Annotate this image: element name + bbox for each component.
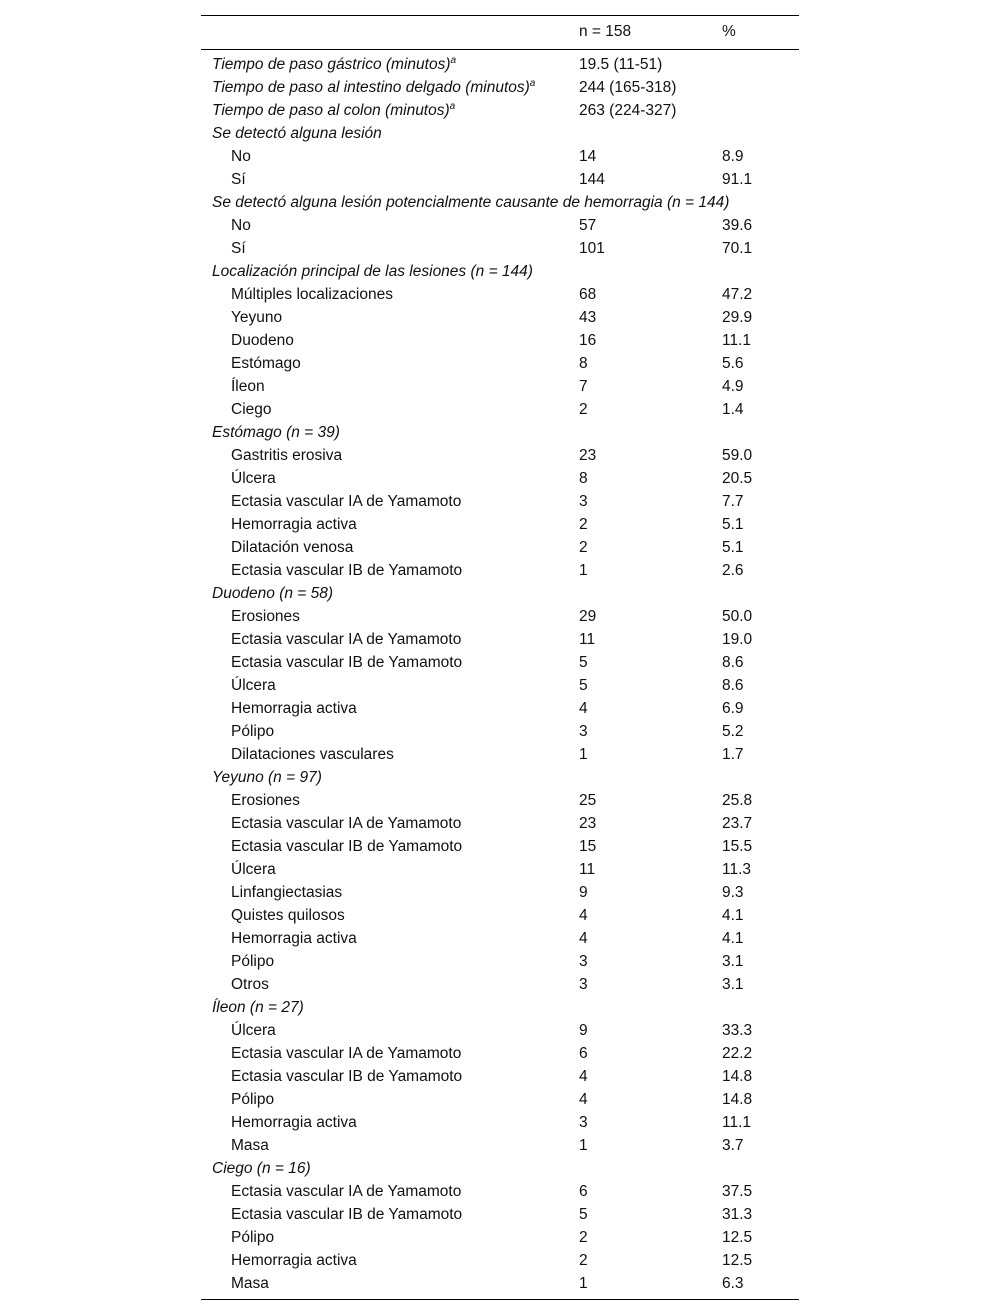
n-value-cell xyxy=(579,582,722,605)
table-row xyxy=(201,352,799,375)
row-label-cell xyxy=(201,720,579,743)
table-row xyxy=(201,1111,799,1134)
row-label: Ectasia vascular IB de Yamamoto xyxy=(231,654,463,671)
header-label-column xyxy=(201,16,579,50)
percent-value-cell: 70.1 xyxy=(722,240,753,257)
n-value-cell: 1 xyxy=(579,1275,588,1292)
percent-value-cell: 1.7 xyxy=(722,746,744,763)
row-label-cell xyxy=(201,559,579,582)
section-row xyxy=(201,99,799,122)
row-label: Ectasia vascular IA de Yamamoto xyxy=(231,1183,462,1200)
percent-value-cell: 11.1 xyxy=(722,332,752,349)
percent-value-cell xyxy=(722,122,799,145)
row-label: Localización principal de las lesiones (n = 144) xyxy=(212,263,533,280)
row-label-cell xyxy=(201,651,579,674)
percent-value-cell: 91.1 xyxy=(722,171,753,188)
n-value-cell: 15 xyxy=(579,838,597,855)
n-value-cell: 2 xyxy=(579,539,588,556)
table-row xyxy=(201,674,799,697)
header-percent-column: % xyxy=(722,22,736,40)
n-value-cell: 11 xyxy=(579,631,596,648)
percent-value-cell: 4.1 xyxy=(722,930,744,947)
section-row xyxy=(201,582,799,605)
row-label: Se detectó alguna lesión potencialmente causante de hemorragia (n = 144) xyxy=(212,194,730,211)
row-label: Erosiones xyxy=(231,792,300,809)
n-value-cell: 29 xyxy=(579,608,597,625)
percent-value-cell: 12.5 xyxy=(722,1229,753,1246)
percent-value-cell xyxy=(722,50,799,77)
section-row xyxy=(201,996,799,1019)
section-row xyxy=(201,421,799,444)
n-value-cell: 16 xyxy=(579,332,597,349)
row-label-cell xyxy=(201,513,579,536)
row-label: Estómago xyxy=(231,355,301,372)
percent-value-cell: 37.5 xyxy=(722,1183,753,1200)
n-value-cell: 9 xyxy=(579,884,588,901)
percent-value-cell: 9.3 xyxy=(722,884,744,901)
table-row xyxy=(201,1088,799,1111)
n-value-cell: 144 xyxy=(579,171,605,188)
row-label: Se detectó alguna lesión xyxy=(212,125,382,142)
n-value-cell: 2 xyxy=(579,516,588,533)
percent-value-cell: 4.9 xyxy=(722,378,744,395)
row-label: Yeyuno xyxy=(231,309,283,326)
percent-value-cell: 6.9 xyxy=(722,700,744,717)
n-value-cell: 3 xyxy=(579,1114,588,1131)
percent-value-cell: 47.2 xyxy=(722,286,753,303)
row-label: Sí xyxy=(231,240,246,257)
percent-value-cell: 7.7 xyxy=(722,493,744,510)
row-label: Gastritis erosiva xyxy=(231,447,343,464)
section-label-cell xyxy=(201,122,579,145)
row-label: Duodeno (n = 58) xyxy=(212,585,334,602)
n-value-cell: 8 xyxy=(579,355,588,372)
table-row xyxy=(201,237,799,260)
row-label: Ciego (n = 16) xyxy=(212,1160,311,1177)
n-value-cell xyxy=(579,1157,722,1180)
row-label-cell xyxy=(201,812,579,835)
percent-value-cell: 23.7 xyxy=(722,815,753,832)
table-row xyxy=(201,605,799,628)
row-label: Ectasia vascular IB de Yamamoto xyxy=(231,1206,463,1223)
table-bottom-rule xyxy=(201,1299,799,1300)
row-label-cell xyxy=(201,605,579,628)
table-row xyxy=(201,1134,799,1157)
row-label-cell xyxy=(201,467,579,490)
table-row xyxy=(201,1019,799,1042)
percent-value-cell: 59.0 xyxy=(722,447,753,464)
table-row xyxy=(201,536,799,559)
row-label: Ectasia vascular IA de Yamamoto xyxy=(231,493,462,510)
n-value-cell: 23 xyxy=(579,815,597,832)
n-value-cell: 5 xyxy=(579,677,588,694)
results-table-container xyxy=(201,15,799,1300)
row-label: No xyxy=(231,217,251,234)
percent-value-cell: 3.1 xyxy=(722,953,744,970)
n-value-cell: 1 xyxy=(579,746,588,763)
percent-value-cell: 20.5 xyxy=(722,470,753,487)
row-label: Linfangiectasias xyxy=(231,884,343,901)
table-row xyxy=(201,329,799,352)
row-label: Ectasia vascular IA de Yamamoto xyxy=(231,815,462,832)
table-row xyxy=(201,927,799,950)
row-label-cell xyxy=(201,743,579,766)
n-value-cell: 25 xyxy=(579,792,597,809)
section-row xyxy=(201,766,799,789)
row-label: Hemorragia activa xyxy=(231,516,357,533)
percent-value-cell: 39.6 xyxy=(722,217,753,234)
percent-value-cell: 8.6 xyxy=(722,654,744,671)
percent-value-cell: 5.6 xyxy=(722,355,744,372)
row-label-cell xyxy=(201,1065,579,1088)
table-row xyxy=(201,651,799,674)
n-value-cell: 43 xyxy=(579,309,597,326)
row-label: Ectasia vascular IA de Yamamoto xyxy=(231,631,462,648)
n-value-cell: 68 xyxy=(579,286,597,303)
percent-value-cell: 22.2 xyxy=(722,1045,753,1062)
row-label-cell xyxy=(201,283,579,306)
results-table xyxy=(201,15,799,1299)
section-label-cell xyxy=(201,421,579,444)
table-body xyxy=(201,50,799,1300)
table-row xyxy=(201,1226,799,1249)
row-label: Hemorragia activa xyxy=(231,930,357,947)
section-label-cell xyxy=(201,996,579,1019)
row-label: Pólipo xyxy=(231,1091,275,1108)
n-value-cell xyxy=(579,122,722,145)
row-label: Ectasia vascular IB de Yamamoto xyxy=(231,562,463,579)
percent-value-cell xyxy=(722,260,799,283)
row-label-cell xyxy=(201,881,579,904)
n-value-cell: 3 xyxy=(579,493,588,510)
table-row xyxy=(201,168,799,191)
n-value-cell: 4 xyxy=(579,930,588,947)
percent-value-cell: 6.3 xyxy=(722,1275,744,1292)
table-row xyxy=(201,697,799,720)
n-value-cell: 6 xyxy=(579,1183,588,1200)
row-label: Dilatación venosa xyxy=(231,539,354,556)
row-label: Múltiples localizaciones xyxy=(231,286,393,303)
table-row xyxy=(201,214,799,237)
row-label: Pólipo xyxy=(231,723,275,740)
row-label-cell xyxy=(201,145,579,168)
row-label-cell xyxy=(201,950,579,973)
table-row xyxy=(201,858,799,881)
percent-value-cell: 3.7 xyxy=(722,1137,744,1154)
row-label: Erosiones xyxy=(231,608,300,625)
row-label-cell xyxy=(201,352,579,375)
n-value-cell: 11 xyxy=(579,861,596,878)
row-label-cell xyxy=(201,1111,579,1134)
row-label-cell xyxy=(201,1180,579,1203)
percent-value-cell xyxy=(722,996,799,1019)
table-row xyxy=(201,812,799,835)
percent-value-cell: 14.8 xyxy=(722,1068,753,1085)
row-label-cell xyxy=(201,1019,579,1042)
row-label-cell xyxy=(201,536,579,559)
n-value-cell: 57 xyxy=(579,217,597,234)
percent-value-cell xyxy=(722,76,799,99)
row-label: Yeyuno (n = 97) xyxy=(212,769,322,786)
n-value-cell: 4 xyxy=(579,1091,588,1108)
table-row xyxy=(201,1272,799,1299)
n-value-cell: 3 xyxy=(579,976,588,993)
row-label-cell xyxy=(201,927,579,950)
row-label: Duodeno xyxy=(231,332,294,349)
row-label: Hemorragia activa xyxy=(231,1114,357,1131)
table-row xyxy=(201,1203,799,1226)
table-row xyxy=(201,467,799,490)
row-label-cell xyxy=(201,168,579,191)
percent-value-cell: 25.8 xyxy=(722,792,753,809)
n-value-cell: 101 xyxy=(579,240,605,257)
percent-value-cell xyxy=(722,99,799,122)
row-label: No xyxy=(231,148,251,165)
footnote-marker: a xyxy=(529,78,536,89)
percent-value-cell: 3.1 xyxy=(722,976,744,993)
row-label-cell xyxy=(201,973,579,996)
percent-value-cell: 1.4 xyxy=(722,401,744,418)
footnote-marker: a xyxy=(449,101,456,112)
n-value-cell: 4 xyxy=(579,907,588,924)
row-label: Masa xyxy=(231,1275,269,1292)
row-label: Íleon xyxy=(231,378,265,395)
row-label: Hemorragia activa xyxy=(231,700,357,717)
table-row xyxy=(201,835,799,858)
n-value-cell: 1 xyxy=(579,562,588,579)
row-label-cell xyxy=(201,1249,579,1272)
row-label: Tiempo de paso al intestino delgado (minutos) xyxy=(212,79,530,96)
section-label-cell xyxy=(201,1157,579,1180)
row-label-cell xyxy=(201,789,579,812)
n-value-cell xyxy=(579,421,722,444)
row-label-cell xyxy=(201,214,579,237)
percent-value-cell: 5.1 xyxy=(722,539,744,556)
table-row xyxy=(201,950,799,973)
row-label: Ectasia vascular IA de Yamamoto xyxy=(231,1045,462,1062)
n-value-cell xyxy=(579,260,722,283)
table-row xyxy=(201,1042,799,1065)
section-label-cell xyxy=(201,582,579,605)
n-value-cell: 5 xyxy=(579,654,588,671)
header-row xyxy=(201,16,799,50)
n-value-cell: 7 xyxy=(579,378,588,395)
table-row xyxy=(201,628,799,651)
table-row xyxy=(201,743,799,766)
percent-value-cell: 2.6 xyxy=(722,562,744,579)
row-label-cell xyxy=(201,1042,579,1065)
percent-value-cell: 4.1 xyxy=(722,907,744,924)
table-row xyxy=(201,720,799,743)
row-label-cell xyxy=(201,398,579,421)
n-value-cell: 9 xyxy=(579,1022,588,1039)
table-row xyxy=(201,306,799,329)
table-row xyxy=(201,283,799,306)
percent-value-cell: 12.5 xyxy=(722,1252,753,1269)
row-label-cell xyxy=(201,444,579,467)
table-row xyxy=(201,513,799,536)
section-label-cell xyxy=(201,50,579,77)
percent-value-cell: 8.9 xyxy=(722,148,744,165)
row-label: Pólipo xyxy=(231,953,275,970)
footnote-marker: a xyxy=(450,55,457,66)
row-label-cell xyxy=(201,1203,579,1226)
row-label: Hemorragia activa xyxy=(231,1252,357,1269)
n-value-cell: 263 (224-327) xyxy=(579,102,677,119)
row-label-cell xyxy=(201,1272,579,1299)
percent-value-cell xyxy=(722,1157,799,1180)
n-value-cell xyxy=(579,996,722,1019)
n-value-cell: 6 xyxy=(579,1045,588,1062)
percent-value-cell: 14.8 xyxy=(722,1091,753,1108)
row-label: Íleon (n = 27) xyxy=(212,999,304,1016)
n-value-cell xyxy=(579,766,722,789)
percent-value-cell: 19.0 xyxy=(722,631,753,648)
table-row xyxy=(201,904,799,927)
percent-value-cell: 5.2 xyxy=(722,723,744,740)
n-value-cell: 244 (165-318) xyxy=(579,79,677,96)
percent-value-cell: 15.5 xyxy=(722,838,753,855)
section-label-cell xyxy=(201,99,579,122)
table-row xyxy=(201,1065,799,1088)
row-label-cell xyxy=(201,1088,579,1111)
percent-value-cell: 29.9 xyxy=(722,309,753,326)
row-label: Úlcera xyxy=(231,470,276,487)
percent-value-cell xyxy=(722,582,799,605)
table-row xyxy=(201,973,799,996)
row-label: Tiempo de paso gástrico (minutos) xyxy=(212,56,451,73)
n-value-cell: 2 xyxy=(579,1252,588,1269)
row-label: Sí xyxy=(231,171,246,188)
n-value-cell: 4 xyxy=(579,1068,588,1085)
table-row xyxy=(201,789,799,812)
row-label: Úlcera xyxy=(231,677,276,694)
table-row xyxy=(201,375,799,398)
table-row xyxy=(201,444,799,467)
percent-value-cell: 33.3 xyxy=(722,1022,753,1039)
n-value-cell: 1 xyxy=(579,1137,588,1154)
row-label-cell xyxy=(201,1134,579,1157)
section-label-cell xyxy=(201,766,579,789)
n-value-cell: 2 xyxy=(579,1229,588,1246)
row-label-cell xyxy=(201,306,579,329)
percent-value-cell: 11.3 xyxy=(722,861,752,878)
percent-value-cell: 31.3 xyxy=(722,1206,753,1223)
percent-value-cell: 11.1 xyxy=(722,1114,752,1131)
row-label: Ectasia vascular IB de Yamamoto xyxy=(231,838,463,855)
table-row xyxy=(201,1180,799,1203)
row-label-cell xyxy=(201,858,579,881)
n-value-cell: 3 xyxy=(579,953,588,970)
section-label-cell xyxy=(201,191,730,214)
row-label-cell xyxy=(201,237,579,260)
percent-value-cell: 5.1 xyxy=(722,516,744,533)
table-row xyxy=(201,398,799,421)
table-row xyxy=(201,881,799,904)
section-row xyxy=(201,50,799,77)
n-value-cell: 4 xyxy=(579,700,588,717)
percent-value-cell: 50.0 xyxy=(722,608,753,625)
n-value-cell: 2 xyxy=(579,401,588,418)
row-label-cell xyxy=(201,329,579,352)
percent-value-cell xyxy=(722,421,799,444)
row-label: Ectasia vascular IB de Yamamoto xyxy=(231,1068,463,1085)
row-label: Tiempo de paso al colon (minutos) xyxy=(212,102,450,119)
section-label-cell xyxy=(201,260,579,283)
percent-value-cell xyxy=(722,766,799,789)
row-label-cell xyxy=(201,1226,579,1249)
table-row xyxy=(201,490,799,513)
n-value-cell: 3 xyxy=(579,723,588,740)
n-value-cell: 23 xyxy=(579,447,597,464)
table-row xyxy=(201,145,799,168)
row-label: Ciego xyxy=(231,401,272,418)
n-value-cell: 19.5 (11-51) xyxy=(579,56,663,73)
row-label-cell xyxy=(201,490,579,513)
row-label: Quistes quilosos xyxy=(231,907,345,924)
section-row xyxy=(201,76,799,99)
row-label-cell xyxy=(201,375,579,398)
row-label: Estómago (n = 39) xyxy=(212,424,340,441)
row-label: Dilataciones vasculares xyxy=(231,746,394,763)
row-label-cell xyxy=(201,674,579,697)
percent-value-cell xyxy=(722,191,799,214)
row-label-cell xyxy=(201,628,579,651)
section-label-cell xyxy=(201,76,579,99)
section-row xyxy=(201,191,799,214)
n-value-cell: 5 xyxy=(579,1206,588,1223)
n-value-cell: 14 xyxy=(579,148,597,165)
table-row xyxy=(201,1249,799,1272)
n-value-cell: 8 xyxy=(579,470,588,487)
row-label: Masa xyxy=(231,1137,269,1154)
table-header xyxy=(201,16,799,50)
section-row xyxy=(201,122,799,145)
row-label: Úlcera xyxy=(231,861,276,878)
header-n-column: n = 158 xyxy=(579,22,632,40)
row-label-cell xyxy=(201,904,579,927)
row-label: Pólipo xyxy=(231,1229,275,1246)
section-row xyxy=(201,1157,799,1180)
row-label: Otros xyxy=(231,976,269,993)
row-label-cell xyxy=(201,697,579,720)
row-label: Úlcera xyxy=(231,1022,276,1039)
section-row xyxy=(201,260,799,283)
row-label-cell xyxy=(201,835,579,858)
percent-value-cell: 8.6 xyxy=(722,677,744,694)
table-row xyxy=(201,559,799,582)
